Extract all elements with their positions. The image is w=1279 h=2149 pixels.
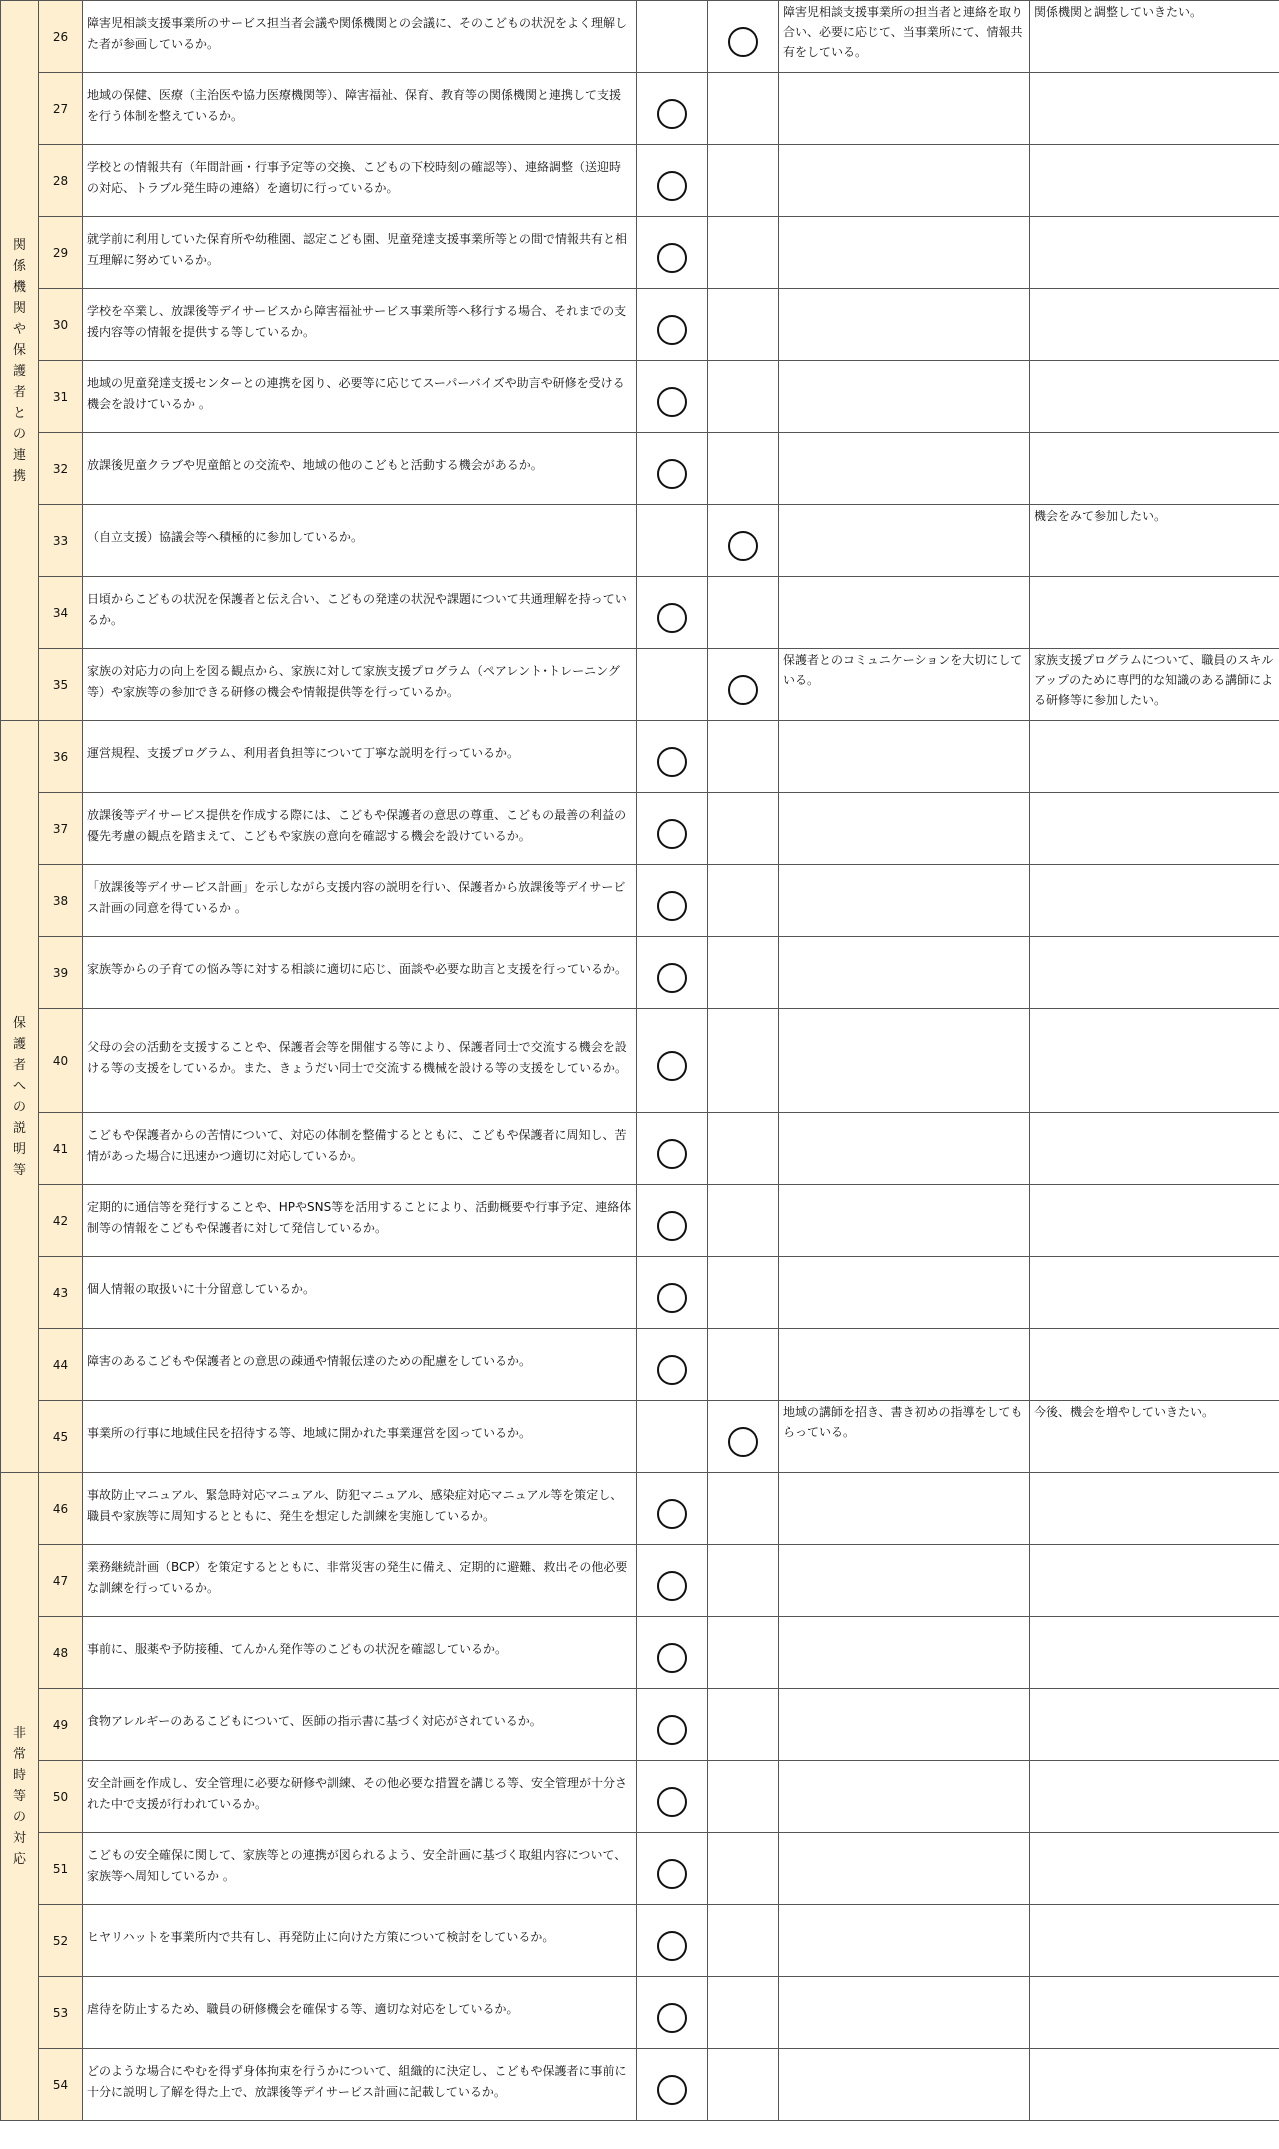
table-row [1,1761,1279,1833]
question-text: 安全計画を作成し、安全管理に必要な研修や訓練、その他必要な措置を講じる等、安全管理が十分された中で支援が行われているか。 [83,1761,637,1833]
answer-no-cell[interactable] [708,1905,779,1977]
improvement-plan-text [1030,1833,1279,1905]
item-number: 43 [39,1257,83,1329]
improvement-plan-text [1030,793,1279,865]
item-number: 29 [39,217,83,289]
answer-yes-cell[interactable] [637,1689,708,1761]
answer-yes-cell[interactable] [637,1833,708,1905]
item-number: 31 [39,361,83,433]
check-circle-icon [657,1499,687,1529]
reason-text [779,577,1030,649]
check-circle-icon [657,459,687,489]
item-number: 40 [39,1009,83,1113]
check-circle-icon [728,531,758,561]
check-circle-icon [657,963,687,993]
question-text: 「放課後等デイサービス計画」を示しながら支援内容の説明を行い、保護者から放課後等デイサービス計画の同意を得ているか 。 [83,865,637,937]
answer-yes-cell[interactable] [637,145,708,217]
improvement-plan-text [1030,217,1279,289]
answer-no-cell[interactable] [708,1113,779,1185]
table-row [1,937,1279,1009]
improvement-plan-text [1030,865,1279,937]
check-circle-icon [657,387,687,417]
improvement-plan-text [1030,73,1279,145]
question-text: こどもの安全確保に関して、家族等との連携が図られるよう、安全計画に基づく取組内容について、家族等へ周知しているか 。 [83,1833,637,1905]
improvement-plan-text: 関係機関と調整していきたい。 [1030,1,1279,73]
question-text: 障害のあるこどもや保護者との意思の疎通や情報伝達のための配慮をしているか。 [83,1329,637,1401]
improvement-plan-text [1030,1329,1279,1401]
section-label-explanation [1,721,39,1473]
answer-yes-cell[interactable] [637,1905,708,1977]
question-text: 就学前に利用していた保育所や幼稚園、認定こども園、児童発達支援事業所等との間で情報共有と相互理解に努めているか。 [83,217,637,289]
question-text: こどもや保護者からの苦情について、対応の体制を整備するとともに、こどもや保護者に周知し、苦情があった場合に迅速かつ適切に対応しているか。 [83,1113,637,1185]
improvement-plan-text [1030,1617,1279,1689]
reason-text [779,1329,1030,1401]
check-circle-icon [657,1283,687,1313]
check-circle-icon [657,1859,687,1889]
answer-no-cell[interactable] [708,1761,779,1833]
reason-text [779,1689,1030,1761]
answer-yes-cell[interactable] [637,1257,708,1329]
answer-no-cell[interactable] [708,1977,779,2049]
item-number: 51 [39,1833,83,1905]
item-number: 27 [39,73,83,145]
improvement-plan-text [1030,1545,1279,1617]
answer-no-cell[interactable] [708,1257,779,1329]
check-circle-icon [657,1715,687,1745]
question-text: 業務継続計画（BCP）を策定するとともに、非常災害の発生に備え、定期的に避難、救出その他必要な訓練を行っているか。 [83,1545,637,1617]
improvement-plan-text [1030,1113,1279,1185]
answer-yes-cell[interactable] [637,505,708,577]
answer-yes-cell[interactable] [637,721,708,793]
table-row [1,1,1279,73]
table-row [1,649,1279,721]
answer-yes-cell[interactable] [637,1113,708,1185]
reason-text [779,721,1030,793]
improvement-plan-text [1030,289,1279,361]
question-text: 個人情報の取扱いに十分留意しているか。 [83,1257,637,1329]
answer-yes-cell[interactable] [637,289,708,361]
reason-text [779,289,1030,361]
question-text: 事前に、服薬や予防接種、てんかん発作等のこどもの状況を確認しているか。 [83,1617,637,1689]
item-number: 42 [39,1185,83,1257]
answer-yes-cell[interactable] [637,865,708,937]
answer-no-cell[interactable] [708,1473,779,1545]
answer-no-cell[interactable] [708,793,779,865]
reason-text [779,1977,1030,2049]
answer-no-cell[interactable] [708,577,779,649]
answer-no-cell[interactable] [708,145,779,217]
item-number: 44 [39,1329,83,1401]
improvement-plan-text [1030,433,1279,505]
table-row [1,1401,1279,1473]
check-circle-icon [657,99,687,129]
question-text: 放課後等デイサービス提供を作成する際には、こどもや保護者の意思の尊重、こどもの最善の利益の優先考慮の観点を踏まえて、こどもや家族の意向を確認する機会を設けているか。 [83,793,637,865]
answer-yes-cell[interactable] [637,217,708,289]
item-number: 28 [39,145,83,217]
reason-text [779,1545,1030,1617]
check-circle-icon [657,1355,687,1385]
answer-no-cell[interactable] [708,1329,779,1401]
reason-text [779,2049,1030,2121]
reason-text [779,865,1030,937]
reason-text: 障害児相談支援事業所の担当者と連絡を取り合い、必要に応じて、当事業所にて、情報共有をしている。 [779,1,1030,73]
reason-text [779,217,1030,289]
table-row [1,1905,1279,1977]
table-row [1,2049,1279,2121]
improvement-plan-text [1030,1185,1279,1257]
question-text: 定期的に通信等を発行することや、HPやSNS等を活用することにより、活動概要や行事予定、連絡体制等の情報をこどもや保護者に対して発信しているか。 [83,1185,637,1257]
section-label-liaison [1,1,39,721]
question-text: ヒヤリハットを事業所内で共有し、再発防止に向けた方策について検討をしているか。 [83,1905,637,1977]
question-text: 食物アレルギーのあるこどもについて、医師の指示書に基づく対応がされているか。 [83,1689,637,1761]
check-circle-icon [657,2003,687,2033]
table-row [1,577,1279,649]
item-number: 50 [39,1761,83,1833]
reason-text [779,1833,1030,1905]
item-number: 37 [39,793,83,865]
question-text: 事故防止マニュアル、緊急時対応マニュアル、防犯マニュアル、感染症対応マニュアル等を策定し、職員や家族等に周知するとともに、発生を想定した訓練を実施しているか。 [83,1473,637,1545]
table-row [1,217,1279,289]
item-number: 49 [39,1689,83,1761]
question-text: 学校を卒業し、放課後等デイサービスから障害福祉サービス事業所等へ移行する場合、それまでの支援内容等の情報を提供する等しているか。 [83,289,637,361]
table-row [1,289,1279,361]
table-row [1,1545,1279,1617]
item-number: 26 [39,1,83,73]
answer-yes-cell[interactable] [637,361,708,433]
answer-yes-cell[interactable] [637,1401,708,1473]
answer-no-cell[interactable] [708,865,779,937]
check-circle-icon [657,819,687,849]
improvement-plan-text [1030,1977,1279,2049]
answer-yes-cell[interactable] [637,1761,708,1833]
question-text: 家族等からの子育ての悩み等に対する相談に適切に応じ、面談や必要な助言と支援を行っているか。 [83,937,637,1009]
improvement-plan-text [1030,2049,1279,2121]
reason-text [779,361,1030,433]
check-circle-icon [728,675,758,705]
check-circle-icon [657,1139,687,1169]
table-row [1,1977,1279,2049]
table-row [1,1329,1279,1401]
improvement-plan-text: 今後、機会を増やしていきたい。 [1030,1401,1279,1473]
item-number: 38 [39,865,83,937]
section-label-emergency [1,1473,39,2121]
improvement-plan-text: 機会をみて参加したい。 [1030,505,1279,577]
answer-no-cell[interactable] [708,433,779,505]
reason-text [779,793,1030,865]
improvement-plan-text: 家族支援プログラムについて、職員のスキルアップのために専門的な知識のある講師による研修等に参加したい。 [1030,649,1279,721]
improvement-plan-text [1030,937,1279,1009]
item-number: 53 [39,1977,83,2049]
item-number: 52 [39,1905,83,1977]
section-label-text: 関係機関や保護者との連携 [12,237,26,484]
item-number: 35 [39,649,83,721]
item-number: 41 [39,1113,83,1185]
check-circle-icon [657,1211,687,1241]
table-row [1,73,1279,145]
improvement-plan-text [1030,1761,1279,1833]
answer-no-cell[interactable] [708,1185,779,1257]
answer-no-cell[interactable] [708,2049,779,2121]
check-circle-icon [657,1643,687,1673]
improvement-plan-text [1030,1009,1279,1113]
item-number: 32 [39,433,83,505]
table-row [1,1185,1279,1257]
check-circle-icon [657,747,687,777]
answer-no-cell[interactable] [708,1617,779,1689]
item-number: 33 [39,505,83,577]
table-row [1,1617,1279,1689]
check-circle-icon [657,891,687,921]
question-text: 地域の保健、医療（主治医や協力医療機関等）、障害福祉、保育、教育等の関係機関と連携して支援を行う体制を整えているか。 [83,73,637,145]
question-text: 地域の児童発達支援センターとの連携を図り、必要等に応じてスーパーバイズや助言や研修を受ける機会を設けているか 。 [83,361,637,433]
answer-yes-cell[interactable] [637,937,708,1009]
table-row [1,865,1279,937]
check-circle-icon [728,1427,758,1457]
section-label-text: 保護者への説明等 [12,1015,26,1178]
table-row [1,1113,1279,1185]
answer-yes-cell[interactable] [637,1009,708,1113]
reason-text [779,1009,1030,1113]
table-row [1,505,1279,577]
reason-text [779,433,1030,505]
answer-no-cell[interactable] [708,1401,779,1473]
item-number: 39 [39,937,83,1009]
check-circle-icon [728,27,758,57]
answer-no-cell[interactable] [708,289,779,361]
reason-text [779,1113,1030,1185]
answer-yes-cell[interactable] [637,2049,708,2121]
reason-text [779,1761,1030,1833]
item-number: 30 [39,289,83,361]
answer-yes-cell[interactable] [637,1545,708,1617]
table-row [1,793,1279,865]
item-number: 45 [39,1401,83,1473]
question-text: 学校との情報共有（年間計画・行事予定等の交換、こどもの下校時刻の確認等）、連絡調整（送迎時の対応、トラブル発生時の連絡）を適切に行っているか。 [83,145,637,217]
table-row [1,433,1279,505]
table-row [1,721,1279,793]
reason-text [779,505,1030,577]
reason-text [779,1473,1030,1545]
reason-text [779,1185,1030,1257]
table-row [1,361,1279,433]
reason-text [779,1905,1030,1977]
answer-yes-cell[interactable] [637,1617,708,1689]
check-circle-icon [657,1051,687,1081]
improvement-plan-text [1030,577,1279,649]
table-row [1,1473,1279,1545]
question-text: 父母の会の活動を支援することや、保護者会等を開催する等により、保護者同士で交流する機会を設ける等の支援をしているか。また、きょうだい同士で交流する機械を設ける等の支援をしているか。 [83,1009,637,1113]
item-number: 46 [39,1473,83,1545]
question-text: 運営規程、支援プログラム、利用者負担等について丁寧な説明を行っているか。 [83,721,637,793]
answer-no-cell[interactable] [708,73,779,145]
reason-text [779,937,1030,1009]
question-text: 障害児相談支援事業所のサービス担当者会議や関係機関との会議に、そのこどもの状況をよく理解した者が参画しているか。 [83,1,637,73]
check-circle-icon [657,243,687,273]
check-circle-icon [657,1931,687,1961]
answer-no-cell[interactable] [708,1009,779,1113]
table-row [1,1257,1279,1329]
check-circle-icon [657,1571,687,1601]
item-number: 34 [39,577,83,649]
section-label-text: 非常時等の対応 [12,1726,26,1867]
answer-no-cell[interactable] [708,1833,779,1905]
question-text: どのような場合にやむを得ず身体拘束を行うかについて、組織的に決定し、こどもや保護者に事前に十分に説明し了解を得た上で、放課後等デイサービス計画に記載しているか。 [83,2049,637,2121]
answer-no-cell[interactable] [708,505,779,577]
table-row [1,1833,1279,1905]
improvement-plan-text [1030,1905,1279,1977]
question-text: 家族の対応力の向上を図る観点から、家族に対して家族支援プログラム（ペアレント･トレーニング等）や家族等の参加できる研修の機会や情報提供等を行っているか。 [83,649,637,721]
improvement-plan-text [1030,361,1279,433]
item-number: 54 [39,2049,83,2121]
item-number: 47 [39,1545,83,1617]
answer-yes-cell[interactable] [637,73,708,145]
table-row [1,145,1279,217]
answer-no-cell[interactable] [708,937,779,1009]
check-circle-icon [657,1787,687,1817]
answer-yes-cell[interactable] [637,433,708,505]
improvement-plan-text [1030,1473,1279,1545]
table-row [1,1009,1279,1113]
reason-text [779,1617,1030,1689]
improvement-plan-text [1030,1257,1279,1329]
answer-no-cell[interactable] [708,721,779,793]
question-text: 放課後児童クラブや児童館との交流や、地域の他のこどもと活動する機会があるか。 [83,433,637,505]
check-circle-icon [657,603,687,633]
improvement-plan-text [1030,721,1279,793]
answer-no-cell[interactable] [708,1689,779,1761]
answer-yes-cell[interactable] [637,1,708,73]
reason-text: 地域の講師を招き、書き初めの指導をしてもらっている。 [779,1401,1030,1473]
check-circle-icon [657,171,687,201]
reason-text [779,1257,1030,1329]
question-text: 虐待を防止するため、職員の研修機会を確保する等、適切な対応をしているか。 [83,1977,637,2049]
improvement-plan-text [1030,1689,1279,1761]
improvement-plan-text [1030,145,1279,217]
check-circle-icon [657,315,687,345]
answer-no-cell[interactable] [708,1545,779,1617]
reason-text [779,145,1030,217]
answer-no-cell[interactable] [708,361,779,433]
reason-text [779,73,1030,145]
answer-yes-cell[interactable] [637,577,708,649]
reason-text: 保護者とのコミュニケーションを大切にしている。 [779,649,1030,721]
answer-yes-cell[interactable] [637,1977,708,2049]
answer-yes-cell[interactable] [637,1329,708,1401]
answer-no-cell[interactable] [708,217,779,289]
item-number: 48 [39,1617,83,1689]
answer-no-cell[interactable] [708,1,779,73]
answer-no-cell[interactable] [708,649,779,721]
answer-yes-cell[interactable] [637,1473,708,1545]
item-number: 36 [39,721,83,793]
answer-yes-cell[interactable] [637,1185,708,1257]
answer-yes-cell[interactable] [637,793,708,865]
answer-yes-cell[interactable] [637,649,708,721]
check-circle-icon [657,2075,687,2105]
table-row [1,1689,1279,1761]
question-text: 日頃からこどもの状況を保護者と伝え合い、こどもの発達の状況や課題について共通理解を持っているか。 [83,577,637,649]
question-text: （自立支援）協議会等へ積極的に参加しているか。 [83,505,637,577]
question-text: 事業所の行事に地域住民を招待する等、地域に開かれた事業運営を図っているか。 [83,1401,637,1473]
